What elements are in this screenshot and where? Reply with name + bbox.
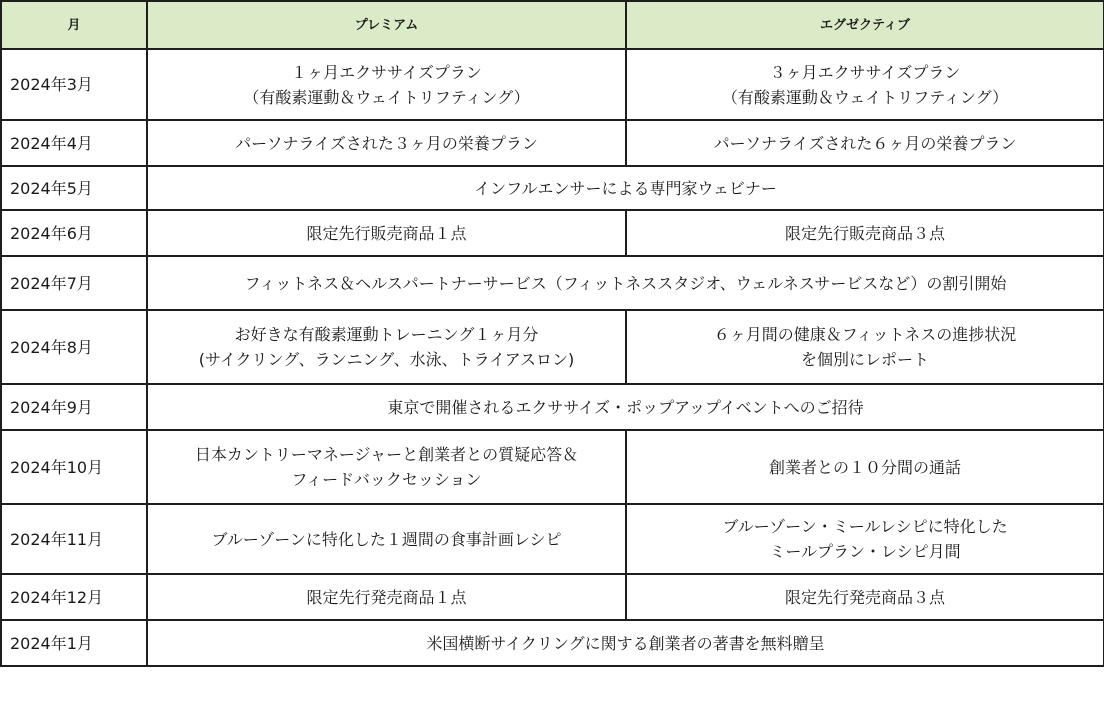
- premium-text: 限定先行発売商品１点: [306, 587, 467, 607]
- executive-cell: [626, 504, 1104, 574]
- executive-text: パーソナライズされた６ヶ月の栄養プラン: [713, 133, 1017, 153]
- executive-text: 創業者との１０分間の通話: [768, 457, 961, 477]
- premium-cell: [147, 504, 626, 574]
- premium-text: フィードバックセッション: [291, 470, 482, 489]
- premium-text: 限定先行販売商品１点: [306, 223, 467, 243]
- executive-text: ブルーゾーン・ミールレシピに特化した: [722, 517, 1008, 536]
- premium-text: パーソナライズされた３ヶ月の栄養プラン: [235, 133, 538, 153]
- shared-cell: [147, 620, 1104, 666]
- executive-text: 限定先行発売商品３点: [784, 587, 945, 607]
- table-row: [1, 49, 1104, 120]
- month-cell: 2024年1月: [1, 620, 147, 666]
- premium-cell: [147, 430, 626, 504]
- table-row: [1, 120, 1104, 166]
- executive-cell: [626, 120, 1104, 166]
- executive-text: を個別にレポート: [800, 350, 929, 369]
- premium-text: １ヶ月エクササイズプラン: [291, 62, 482, 82]
- executive-text: ６ヶ月間の健康＆フィットネスの進捗状況: [713, 325, 1017, 344]
- month-cell: 2024年11月: [1, 504, 147, 574]
- table-row: [1, 620, 1104, 666]
- premium-text: ブルーゾーンに特化した１週間の食事計画レシピ: [211, 529, 562, 549]
- premium-cell: [147, 574, 626, 620]
- month-cell: 2024年4月: [1, 120, 147, 166]
- month-cell: 2024年8月: [1, 310, 147, 384]
- shared-cell: [147, 256, 1104, 310]
- month-cell: 2024年12月: [1, 574, 147, 620]
- table-row: [1, 384, 1104, 430]
- premium-text: （有酸素運動＆ウェイトリフティング）: [243, 87, 530, 107]
- premium-cell: [147, 120, 626, 166]
- premium-cell: [147, 210, 626, 256]
- executive-cell: [626, 49, 1104, 120]
- table-row: [1, 310, 1104, 384]
- month-cell: 2024年9月: [1, 384, 147, 430]
- executive-cell: [626, 430, 1104, 504]
- shared-text: フィットネス＆ヘルスパートナーサービス（フィットネススタジオ、ウェルネスサービスなど）の割引開始: [244, 273, 1007, 293]
- executive-text: ミールプラン・レシピ月間: [769, 542, 961, 561]
- shared-cell: [147, 166, 1104, 210]
- executive-cell: [626, 310, 1104, 384]
- table-row: [1, 256, 1104, 310]
- executive-text: 限定先行販売商品３点: [784, 223, 945, 243]
- table-row: [1, 574, 1104, 620]
- table-row: [1, 430, 1104, 504]
- shared-text: インフルエンサーによる専門家ウェビナー: [474, 178, 777, 198]
- header-row: [1, 1, 1104, 49]
- month-cell: 2024年10月: [1, 430, 147, 504]
- premium-cell: [147, 49, 626, 120]
- month-cell: 2024年7月: [1, 256, 147, 310]
- premium-text: 日本カントリーマネージャーと創業者との質疑応答＆: [194, 445, 579, 464]
- month-cell: 2024年6月: [1, 210, 147, 256]
- executive-cell: [626, 210, 1104, 256]
- premium-cell: [147, 310, 626, 384]
- shared-cell: [147, 384, 1104, 430]
- premium-text: (サイクリング、ランニング、水泳、トライアスロン): [198, 350, 575, 369]
- table-row: [1, 166, 1104, 210]
- month-cell: 2024年5月: [1, 166, 147, 210]
- executive-cell: [626, 574, 1104, 620]
- shared-text: 米国横断サイクリングに関する創業者の著書を無料贈呈: [426, 633, 825, 653]
- header-month: 月: [1, 1, 147, 49]
- header-premium: プレミアム: [147, 1, 626, 49]
- month-cell: 2024年3月: [1, 49, 147, 120]
- table-row: [1, 504, 1104, 574]
- executive-text: （有酸素運動＆ウェイトリフティング）: [721, 87, 1009, 107]
- executive-text: ３ヶ月エクササイズプラン: [769, 62, 961, 82]
- shared-text: 東京で開催されるエクササイズ・ポップアップイベントへのご招待: [387, 397, 864, 417]
- premium-text: お好きな有酸素運動トレーニング１ヶ月分: [234, 325, 539, 344]
- table-row: [1, 210, 1104, 256]
- header-executive: エグゼクティブ: [626, 1, 1104, 49]
